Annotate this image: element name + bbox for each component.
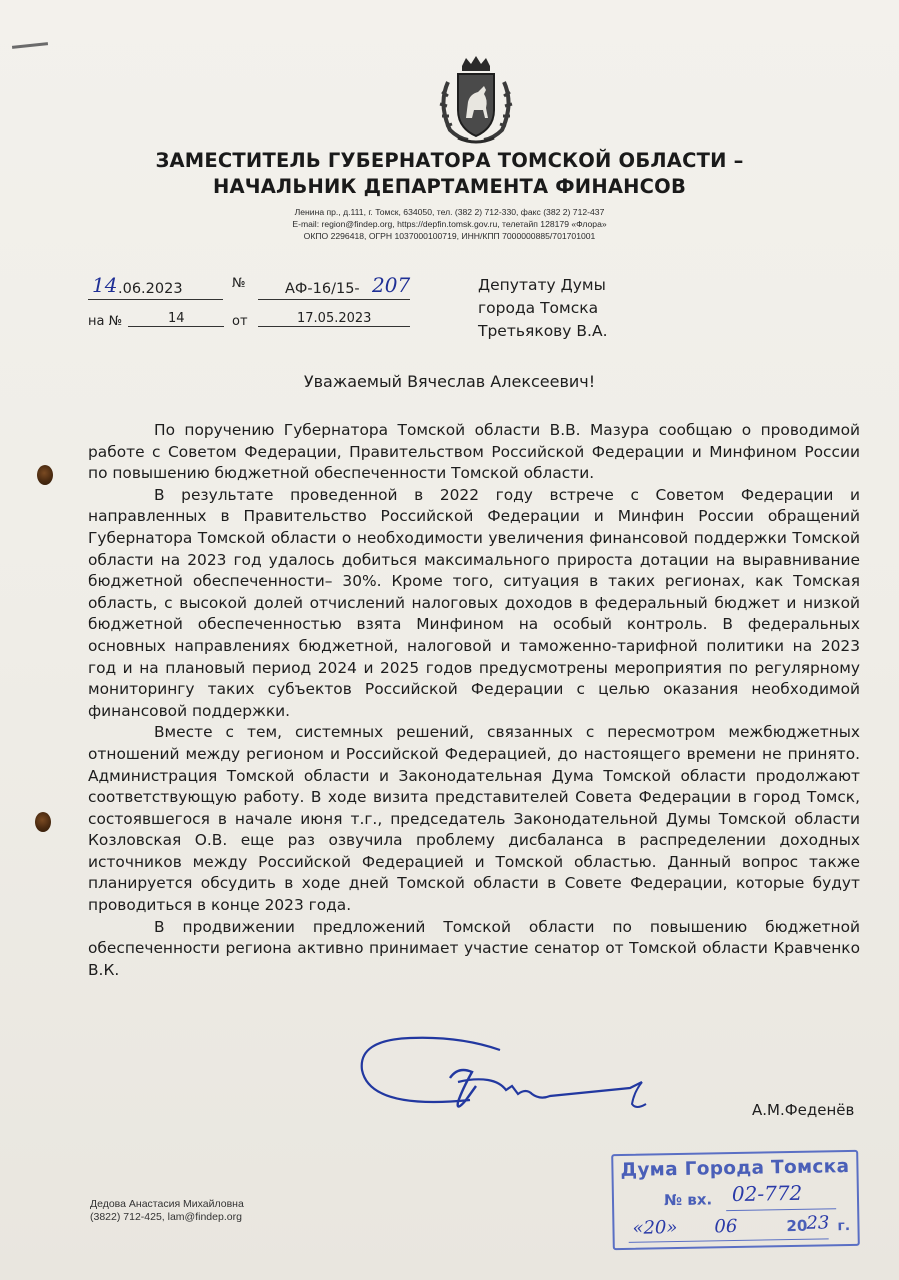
binder-hole-top [37,465,53,485]
letter-body [88,420,860,981]
reference-number-line [128,326,224,327]
executor-name: Дедова Анастасия Михайловна [90,1198,244,1210]
contacts-address: Ленина пр., д.111, г. Томск, 634050, тел. (382 2) 712-330, факс (382 2) 712-437 [294,207,605,217]
sender-title-line-2: НАЧАЛЬНИК ДЕПАРТАМЕНТА ФИНАНСОВ [212,175,687,198]
handwritten-signature [350,1030,690,1140]
body-paragraph-2: В результате проведенной в 2022 году встрече с Советом Федерации и направленных в Правительство Российской Федерации и Минфин России обращений Губернатора Томской области о необходимости увеличения финансовой поддержки Томской области на 2023 год удалось добиться максимального прироста дотации на выравнивание бюджетной обеспеченности– 30%. Кроме того, ситуация в таких регионах, как Томская область, с высокой долей отчислений налоговых доходов в федеральный бюджет и низкой бюджетной обеспеченностью взята Минфином на особый контроль. В федеральных основных направлениях бюджетной, налоговой и таможенно-тарифной политики на 2023 год и на плановый период 2024 и 2025 годов предусмотрены мероприятия по регулярному мониторингу таких субъектов Российской Федерации с целью оказания необходимой финансовой поддержки. [88,485,860,720]
sender-contacts [0,206,899,242]
tomsk-region-coat-of-arms-icon [428,52,524,148]
binder-hole-bottom [35,812,51,832]
contacts-registry-codes: ОКПО 2296418, ОГРН 1037000100719, ИНН/КПП 7000000885/701701001 [303,231,596,241]
outgoing-date-day-handwritten: 14 [92,273,118,297]
stamp-incoming-number: 02-772 [731,1180,803,1207]
sender-title [0,148,899,200]
reference-number-label: на № [88,314,123,329]
salutation: Уважаемый Вячеслав Алексеевич! [303,372,596,391]
outgoing-number: АФ-16/15- [285,281,360,297]
stamp-date-line [629,1238,829,1242]
executor-info [90,1198,244,1224]
addressee-line-1: Депутату Думы [478,276,606,294]
stamp-year-suffix: г. [837,1218,851,1235]
sender-title-line-1: ЗАМЕСТИТЕЛЬ ГУБЕРНАТОРА ТОМСКОЙ ОБЛАСТИ – [155,149,744,172]
outgoing-date: .06.2023 [118,281,183,297]
reference-date-line [258,326,410,327]
outgoing-date-line [88,299,223,300]
reference-date-label: от [232,314,248,329]
signer-name: А.М.Феденёв [752,1101,855,1119]
addressee-line-2: города Томска [478,299,599,317]
stamp-day: «20» [632,1217,678,1239]
addressee-line-3: Третьякову В.А. [478,322,608,340]
reference-date: 17.05.2023 [297,311,372,326]
stamp-year-handwritten: 23 [806,1212,830,1234]
stamp-year-prefix: 20 [786,1216,808,1236]
reference-number: 14 [168,311,185,326]
stamp-number-line [726,1208,836,1211]
executor-contact: (3822) 712-425, lam@findep.org [90,1211,242,1223]
incoming-registration-stamp [611,1150,860,1250]
outgoing-number-handwritten: 207 [372,273,411,297]
outgoing-number-line [258,299,410,300]
outgoing-number-label: № [232,276,246,291]
stamp-incoming-label: № вх. [663,1190,713,1210]
stamp-title: Дума Города Томска [620,1156,850,1181]
body-paragraph-1: По поручению Губернатора Томской области В.В. Мазура сообщаю о проводимой работе с Советом Федерации, Правительством Российской Федерации и Минфином России по повышению бюджетной обеспеченности Томской области. [88,421,860,483]
corner-pen-mark [12,42,48,49]
body-paragraph-3: Вместе с тем, системных решений, связанных с пересмотром межбюджетных отношений между регионом и Российской Федерацией, до настоящего времени не принято. Администрация Томской области и Законодательная Дума Томской области продолжают соответствующую работу. В ходе визита представителей Совета Федерации в город Томск, состоявшегося в начале июня т.г., председатель Законодательной Думы Томской области Козловская О.В. еще раз озвучила проблему дисбаланса в распределении доходных источников между Российской Федерацией и Томской областью. Данный вопрос также планируется обсудить в ходе дней Томской области в Совете Федерации, которые будут проводиться в конце 2023 года. [88,723,860,915]
contacts-email-web: E-mail: region@findep.org, https://depfin.tomsk.gov.ru, телетайп 128179 «Флора» [292,219,607,229]
addressee [478,274,608,343]
stamp-month: 06 [714,1215,738,1238]
body-paragraph-4: В продвижении предложений Томской области по повышению бюджетной обеспеченности региона активно принимает участие сенатор от Томской области Кравченко В.К. [88,917,860,979]
